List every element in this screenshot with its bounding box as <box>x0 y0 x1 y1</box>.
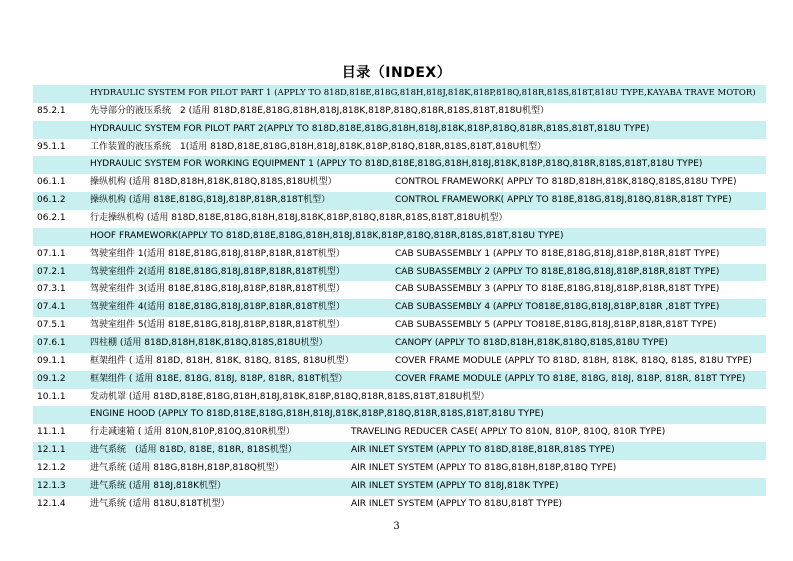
index-row <box>33 406 766 424</box>
index-code: 06.1.2 <box>37 195 66 206</box>
index-entry-chinese: 驾驶室组件 1(适用 818E,818G,818J,818P,818R,818T机型） <box>90 248 345 259</box>
index-entry-chinese: 进气系统 (适用 818J,818K机型） <box>90 480 227 491</box>
index-code: 09.1.1 <box>37 355 66 366</box>
index-code: 85.2.1 <box>37 105 66 116</box>
index-row <box>33 317 766 335</box>
index-entry-chinese: 框架组件 ( 适用 818E, 818G, 818J, 818P, 818R, 818T机型） <box>90 373 348 384</box>
index-row <box>33 389 766 407</box>
index-row <box>33 192 766 210</box>
index-entry-english: AIR INLET SYSTEM (APPLY TO 818D,818E,818R,818S TYPE) <box>351 445 615 456</box>
index-entry-chinese: 操纵机构 (适用 818D,818H,818K,818Q,818S,818U机型） <box>90 177 337 188</box>
index-row <box>33 85 766 103</box>
index-table <box>33 85 766 514</box>
index-code: 06.2.1 <box>37 213 66 224</box>
index-code: 12.1.2 <box>37 463 66 474</box>
index-entry-chinese: 进气系统 (适用 818G,818H,818P,818Q机型） <box>90 463 284 474</box>
index-entry-english: CONTROL FRAMEWORK( APPLY TO 818E,818G,818J,818Q,818R,818T TYPE) <box>395 195 732 206</box>
index-entry-english: COVER FRAME MODULE (APPLY TO 818E, 818G, 818J, 818P, 818R, 818T TYPE) <box>395 373 746 384</box>
index-entry-text: HOOF FRAMEWORK(APPLY TO 818D,818E,818G,818H,818J,818K,818P,818Q,818R,818S,818T,818U TYPE) <box>90 230 564 241</box>
index-row <box>33 424 766 442</box>
index-entry-english: TRAVELING REDUCER CASE( APPLY TO 810N, 810P, 810Q, 810R TYPE) <box>351 427 666 438</box>
index-row <box>33 335 766 353</box>
index-code: 06.1.1 <box>37 177 66 188</box>
index-entry-chinese: 操纵机构 (适用 818E,818G,818J,818P,818R,818T机型） <box>90 195 331 206</box>
index-row <box>33 139 766 157</box>
index-entry-chinese: 行走减速箱 ( 适用 810N,810P,810Q,810R机型） <box>90 427 295 438</box>
index-code: 12.1.1 <box>37 445 66 456</box>
index-entry-text: HYDRAULIC SYSTEM FOR WORKING EQUIPMENT 1 (APPLY TO 818D,818E,818G,818H,818J,818K,818P,818Q,818R,818S,818T,818U TYPE) <box>90 159 703 170</box>
index-row <box>33 442 766 460</box>
index-code: 12.1.4 <box>37 498 66 509</box>
index-entry-chinese: 进气系统 (适用 818U,818T机型） <box>90 498 230 509</box>
index-entry-english: CANOPY (APPLY TO 818D,818H,818K,818Q,818S,818U TYPE) <box>395 338 668 349</box>
index-entry-chinese: 四柱棚 (适用 818D,818H,818K,818Q,818S,818U机型） <box>90 338 328 349</box>
index-entry-text: 行走操纵机构 (适用 818D,818E,818G,818H,818J,818K,818P,818Q,818R,818S,818T,818U机型） <box>90 213 508 224</box>
index-entry-chinese: 进气系统 (适用 818D, 818E, 818R, 818S机型） <box>90 445 297 456</box>
page-number: 3 <box>393 521 400 532</box>
index-entry-chinese: 驾驶室组件 2(适用 818E,818G,818J,818P,818R,818T机型） <box>90 266 345 277</box>
index-row <box>33 121 766 139</box>
index-code: 07.5.1 <box>37 320 66 331</box>
index-row <box>33 496 766 514</box>
index-code: 10.1.1 <box>37 391 66 402</box>
index-entry-english: AIR INLET SYSTEM (APPLY TO 818J,818K TYPE) <box>351 480 559 491</box>
index-row <box>33 103 766 121</box>
index-entry-english: AIR INLET SYSTEM (APPLY TO 818U,818T TYPE) <box>351 498 563 509</box>
index-entry-chinese: 驾驶室组件 5(适用 818E,818G,818J,818P,818R,818T机型） <box>90 320 345 331</box>
index-entry-english: CAB SUBASSEMBLY 3 (APPLY TO 818E,818G,818J,818P,818R,818T TYPE) <box>395 284 720 295</box>
index-row <box>33 478 766 496</box>
index-row <box>33 174 766 192</box>
index-entry-chinese: 框架组件 ( 适用 818D, 818H, 818K, 818Q, 818S, 818U机型） <box>90 355 354 366</box>
index-row <box>33 371 766 389</box>
index-entry-chinese: 驾驶室组件 3(适用 818E,818G,818J,818P,818R,818T机型） <box>90 284 345 295</box>
page-title: 目录（INDEX） <box>341 65 452 81</box>
index-row <box>33 228 766 246</box>
index-entry-text: 工作装置的液压系统 1(适用 818D,818E,818G,818H,818J,818K,818P,818Q,818R,818S,818T,818U机型） <box>90 141 547 152</box>
index-entry-text: HYDRAULIC SYSTEM FOR PILOT PART 2(APPLY TO 818D,818E,818G,818H,818J,818K,818P,818Q,818R,818S,818T,818U TYPE) <box>90 123 650 134</box>
index-entry-english: AIR INLET SYSTEM (APPLY TO 818G,818H,818P,818Q TYPE) <box>351 463 617 474</box>
index-code: 11.1.1 <box>37 427 66 438</box>
index-entry-text: 发动机罩 (适用 818D,818E,818G,818H,818J,818K,818P,818Q,818R,818S,818T,818U机型） <box>90 391 490 402</box>
index-entry-chinese: 驾驶室组件 4(适用 818E,818G,818J,818P,818R,818T机型） <box>90 302 345 313</box>
index-entry-english: CAB SUBASSEMBLY 2 (APPLY TO 818E,818G,818J,818P,818R,818T TYPE) <box>395 266 720 277</box>
index-entry-text: 先导部分的液压系统 2 (适用 818D,818E,818G,818H,818J,818K,818P,818Q,818R,818S,818T,818U机型） <box>90 105 550 116</box>
index-code: 07.6.1 <box>37 338 66 349</box>
index-entry-english: CAB SUBASSEMBLY 1 (APPLY TO 818E,818G,818J,818P,818R,818T TYPE) <box>395 248 720 259</box>
index-entry-english: CONTROL FRAMEWORK( APPLY TO 818D,818H,818K,818Q,818S,818U TYPE) <box>395 177 737 188</box>
index-row <box>33 264 766 282</box>
index-code: 07.2.1 <box>37 266 66 277</box>
index-code: 07.4.1 <box>37 302 66 313</box>
index-entry-text: ENGINE HOOD (APPLY TO 818D,818E,818G,818H,818J,818K,818P,818Q,818R,818S,818T,818U TYPE) <box>90 409 544 420</box>
index-row <box>33 353 766 371</box>
index-code: 95.1.1 <box>37 141 66 152</box>
index-code: 12.1.3 <box>37 480 66 491</box>
index-entry-english: COVER FRAME MODULE (APPLY TO 818D, 818H, 818K, 818Q, 818S, 818U TYPE) <box>395 355 752 366</box>
index-row <box>33 210 766 228</box>
index-row <box>33 156 766 174</box>
index-entry-english: CAB SUBASSEMBLY 4 (APPLY TO818E,818G,818J,818P,818R ,818T TYPE) <box>395 302 720 313</box>
index-entry-text: HYDRAULIC SYSTEM FOR PILOT PART 1 (APPLY TO 818D,818E,818G,818H,818J,818K,818P,818Q,818R,818S,818T,818U TYPE,KAYABA TRAVE MOTOR) <box>90 88 756 98</box>
index-entry-english: CAB SUBASSEMBLY 5 (APPLY TO818E,818G,818J,818P,818R,818T TYPE) <box>395 320 717 331</box>
index-code: 09.1.2 <box>37 373 66 384</box>
index-row <box>33 246 766 264</box>
index-row <box>33 460 766 478</box>
index-code: 07.1.1 <box>37 248 66 259</box>
index-code: 07.3.1 <box>37 284 66 295</box>
index-row <box>33 281 766 299</box>
index-row <box>33 299 766 317</box>
